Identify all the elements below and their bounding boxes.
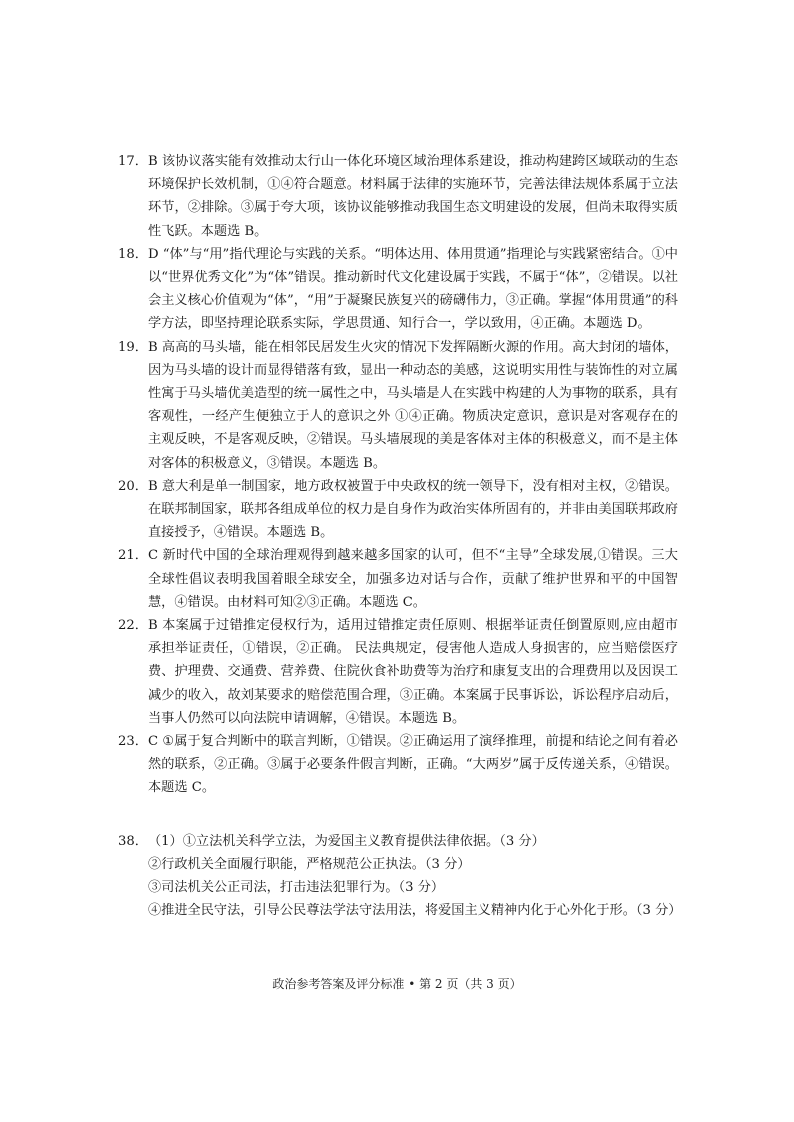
answer-page (118, 150, 682, 923)
answer-text: B 高高的马头墙，能在相邻民居发生火灾的情况下发挥隔断火源的作用。高大封闭的墙体，因为马头墙的设计而显得错落有致，显出一种动态的美感，这说明实用性与装饰性的对立属性寓于马头墙优美造型的统一属性之中，马头墙是人在实践中构建的人为事物的联系，具有客观性，一经产生便独立于人的意识之外 ①④正确。物质决定意识，意识是对客观存在的主观反映，不是客观反映，②错误。马头墙展现的美是客体对主体的积极意义，而不是主体对客体的积极意义，③错误。本题选 B。 (147, 339, 678, 471)
question-number: 20． (118, 478, 148, 494)
answer-23 (118, 730, 678, 800)
question-number: 22． (118, 618, 148, 634)
answer-38-line-4: ④推进全民守法，引导公民尊法学法守法用法，将爱国主义精神内化于心外化于形。（3 分） (147, 903, 682, 919)
question-number: 21． (118, 548, 148, 564)
answer-18 (118, 243, 678, 336)
answer-19 (118, 336, 678, 475)
question-number: 18． (118, 246, 148, 262)
answer-21 (118, 544, 678, 614)
question-number: 23． (118, 734, 148, 750)
section-gap (118, 800, 678, 830)
answer-text: B 本案属于过错推定侵权行为，适用过错推定责任原则、根据举证责任倒置原则,应由超市承担举证责任，①错误，②正确。 民法典规定，侵害他人造成人身损害的，应当赔偿医疗费、护理费、交通费、营养费、住院伙食补助费等为治疗和康复支出的合理费用以及因误工减少的收入，故刘某要求的赔偿范围合理，③正确。本案属于民事诉讼，诉讼程序启动后，当事人仍然可以向法院申请调解，④错误。本题选 B。 (147, 618, 678, 726)
question-number: 17． (118, 154, 148, 169)
answer-text: C 新时代中国的全球治理观得到越来越多国家的认可，但不“主导”全球发展,①错误。三大全球性倡议表明我国着眼全球安全，加强多边对话与合作，贡献了维护世界和平的中国智慧，④错误。由材料可知②③正确。本题选 C。 (147, 548, 678, 610)
answer-38-line-3: ③司法机关公正司法，打击违法犯罪行为。（3 分） (147, 880, 445, 896)
answer-text: B 意大利是单一制国家，地方政权被置于中央政权的统一领导下，没有相对主权，②错误。在联邦制国家，联邦各组成单位的权力是自身作为政治实体所固有的，并非由美国联邦政府直接授予，④错误。本题选 B。 (147, 478, 678, 541)
answer-38-line-1: （1）①立法机关科学立法，为爱国主义教育提供法律依据。（3 分） (147, 833, 545, 849)
question-number: 19． (118, 339, 148, 355)
page-footer: 政治参考答案及评分标准 • 第 2 页（共 3 页） (272, 977, 522, 991)
answer-17 (118, 150, 678, 243)
answer-38 (118, 830, 682, 923)
question-number: 38． (118, 833, 148, 849)
answer-text: B 该协议落实能有效推动太行山一体化环境区域治理体系建设，推动构建跨区域联动的生态环境保护长效机制，①④符合题意。材料属于法律的实施环节，完善法律法规体系属于立法环节，②排除。③属于夸大项，该协议能够推动我国生态文明建设的发展，但尚未取得实质性飞跃。本题选 B。 (147, 154, 678, 239)
answer-38-line-2: ②行政机关全面履行职能，严格规范公正执法。（3 分） (147, 856, 471, 872)
answer-20 (118, 475, 678, 545)
answer-22 (118, 614, 678, 730)
answer-text: C ①属于复合判断中的联言判断，①错误。②正确运用了演绎推理，前提和结论之间有着必然的联系，②正确。③属于必要条件假言判断，正确。“大两岁”属于反传递关系，④错误。本题选 C。 (147, 734, 678, 796)
answer-text: D “体”与“用”指代理论与实践的关系。“明体达用、体用贯通”指理论与实践紧密结合。①中以“世界优秀文化”为“体”错误。推动新时代文化建设属于实践，不属于“体”，②错误。以社会主义核心价值观为“体”，“用”于凝聚民族复兴的磅礴伟力，③正确。掌握“体用贯通”的科学方法，即坚持理论联系实际，学思贯通、知行合一，学以致用，④正确。本题选 D。 (147, 246, 678, 332)
answer-38-lines (147, 830, 682, 923)
